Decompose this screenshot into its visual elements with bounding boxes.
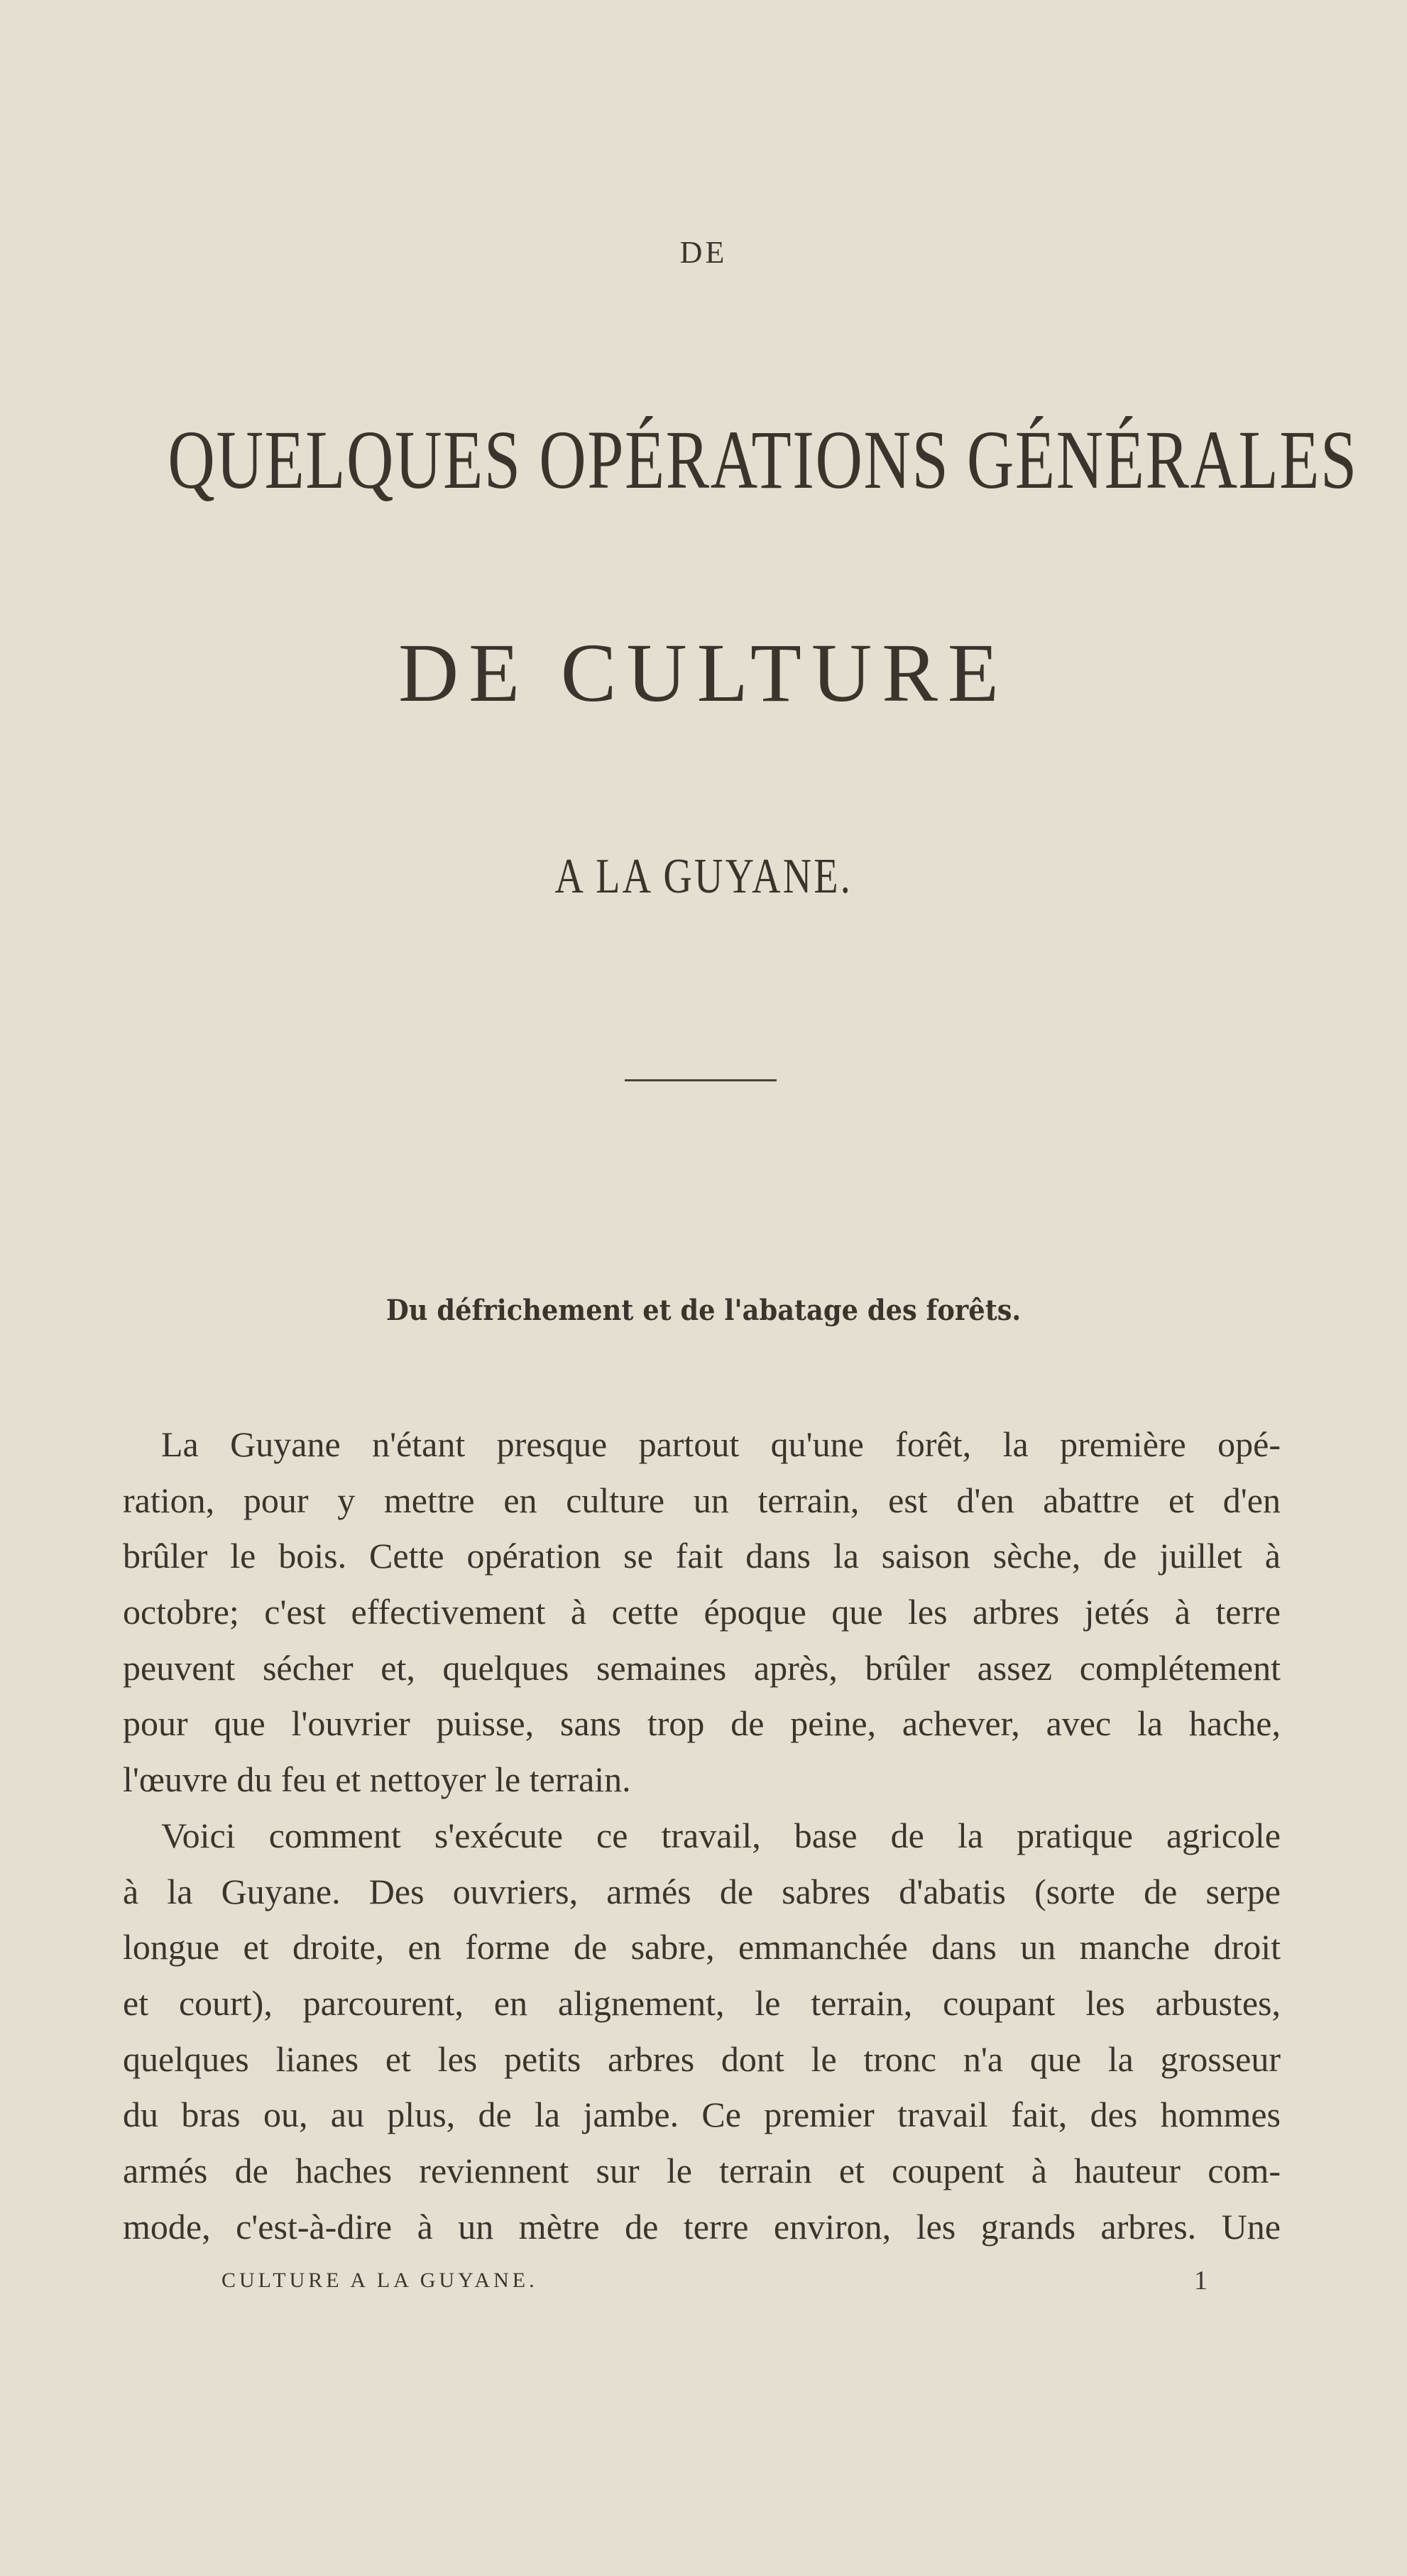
title-line-guyane-text: A LA GUYANE. [554,849,853,904]
section-heading-text: Du défrichement et de l'abatage des forêts. [385,1294,1022,1327]
section-divider-rule [625,1079,777,1081]
body-line: peuvent sécher et, quelques semaines après, brûler assez complétement [123,1647,1281,1688]
body-line: La Guyane n'étant presque partout qu'une forêt, la première opé- [161,1424,1281,1464]
section-heading [0,1294,1407,1327]
body-line: à la Guyane. Des ouvriers, armés de sabres d'abatis (sorte de serpe [123,1871,1281,1911]
title-line-operations [0,412,1407,508]
body-line: pour que l'ouvrier puisse, sans trop de peine, achever, avec la hache, [123,1703,1281,1744]
title-line-culture: DE CULTURE [398,626,1009,719]
title-line-de: DE [679,235,728,270]
body-line: ration, pour y mettre en culture un terrain, est d'en abattre et d'en [123,1480,1281,1520]
body-line: armés de haches reviennent sur le terrain et coupent à hauteur com- [123,2150,1281,2190]
body-line: Voici comment s'exécute ce travail, base de la pratique agricole [161,1815,1281,1855]
page-number: 1 [1194,2266,1208,2296]
body-line: brûler le bois. Cette opération se fait dans la saison sèche, de juillet à [123,1536,1281,1576]
title-line-operations-text: QUELQUES OPÉRATIONS GÉNÉRALES [168,413,1358,506]
body-line: mode, c'est-à-dire à un mètre de terre environ, les grands arbres. Une [123,2206,1281,2247]
body-text [123,1417,1281,2254]
body-line: du bras ou, au plus, de la jambe. Ce premier travail fait, des hommes [123,2095,1281,2135]
body-line: et court), parcourent, en alignement, le terrain, coupant les arbustes, [123,1982,1281,2023]
body-line: longue et droite, en forme de sabre, emmanchée dans un manche droit [123,1927,1281,1968]
title-line-guyane [0,848,1407,905]
body-line: quelques lianes et les petits arbres dont le tronc n'a que la grosseur [123,2039,1281,2079]
body-line: octobre; c'est effectivement à cette époque que les arbres jetés à terre [123,1592,1281,1632]
running-footer-title: CULTURE A LA GUYANE. [221,2269,538,2292]
body-line: l'œuvre du feu et nettoyer le terrain. [123,1759,631,1800]
